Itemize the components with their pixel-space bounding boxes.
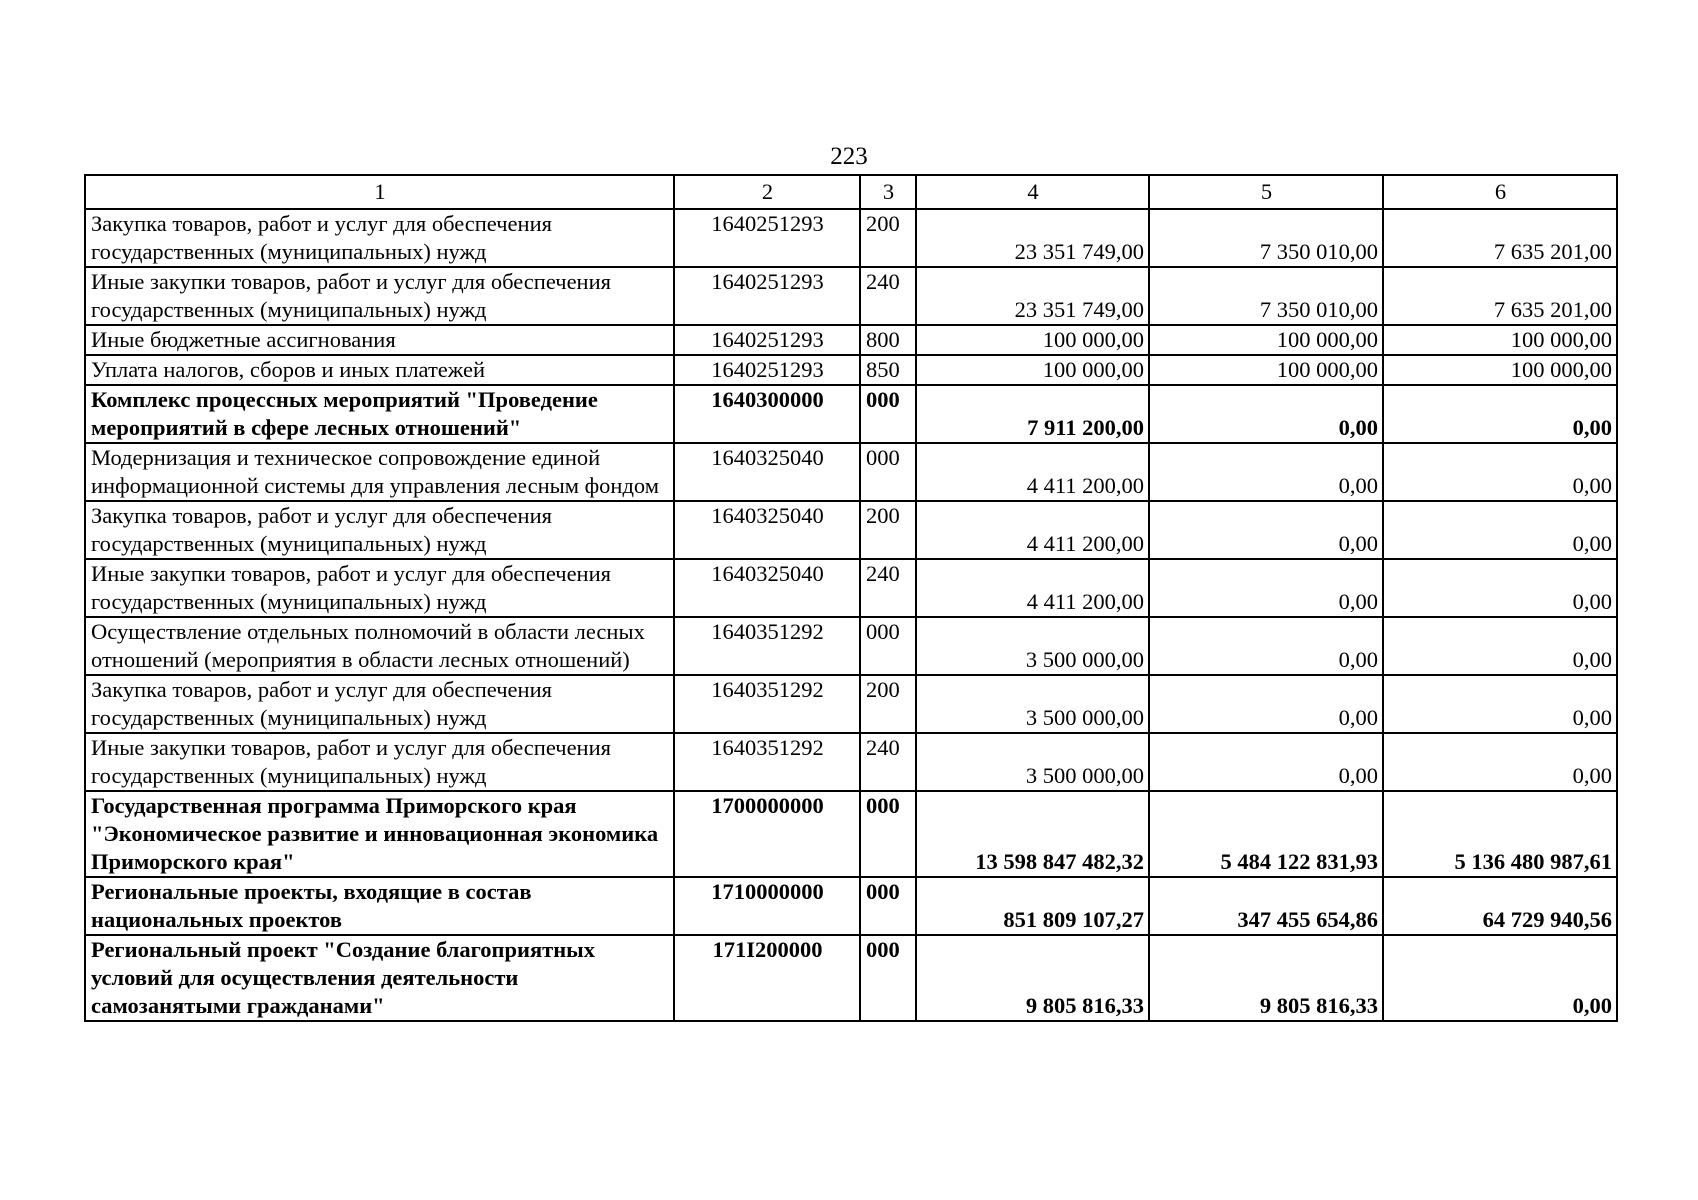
column-header: 2 <box>674 175 860 209</box>
row-type-cell: 240 <box>860 267 916 325</box>
row-value-col4: 3 500 000,00 <box>916 617 1149 675</box>
table-row <box>85 675 1617 733</box>
row-code-cell: 1640300000 <box>674 385 860 443</box>
row-type-cell: 000 <box>860 877 916 935</box>
row-value-col5: 0,00 <box>1149 675 1383 733</box>
row-value-col6: 0,00 <box>1383 385 1617 443</box>
row-code-cell: 1640251293 <box>674 325 860 355</box>
row-value-col6: 5 136 480 987,61 <box>1383 791 1617 877</box>
row-code-cell: 171I200000 <box>674 935 860 1021</box>
row-value-col4: 23 351 749,00 <box>916 209 1149 267</box>
row-type-cell: 200 <box>860 675 916 733</box>
row-value-col6: 0,00 <box>1383 501 1617 559</box>
row-value-col6: 100 000,00 <box>1383 325 1617 355</box>
row-value-col5: 7 350 010,00 <box>1149 267 1383 325</box>
row-value-col5: 347 455 654,86 <box>1149 877 1383 935</box>
row-type-cell: 850 <box>860 355 916 385</box>
table-row <box>85 443 1617 501</box>
row-value-col4: 4 411 200,00 <box>916 559 1149 617</box>
row-value-col4: 100 000,00 <box>916 325 1149 355</box>
row-value-col5: 0,00 <box>1149 443 1383 501</box>
row-name-cell: Закупка товаров, работ и услуг для обеспечения государственных (муниципальных) нужд <box>85 209 674 267</box>
row-type-cell: 200 <box>860 209 916 267</box>
table-row <box>85 501 1617 559</box>
row-value-col5: 0,00 <box>1149 733 1383 791</box>
row-value-col4: 3 500 000,00 <box>916 733 1149 791</box>
table-row <box>85 559 1617 617</box>
column-header: 5 <box>1149 175 1383 209</box>
row-type-cell: 000 <box>860 791 916 877</box>
row-value-col6: 7 635 201,00 <box>1383 209 1617 267</box>
row-name-cell: Комплекс процессных мероприятий "Проведение мероприятий в сфере лесных отношений" <box>85 385 674 443</box>
row-type-cell: 000 <box>860 617 916 675</box>
table-row <box>85 267 1617 325</box>
table-row <box>85 355 1617 385</box>
row-name-cell: Модернизация и техническое сопровождение единой информационной системы для управления лесным фондом <box>85 443 674 501</box>
row-value-col5: 7 350 010,00 <box>1149 209 1383 267</box>
row-code-cell: 1640351292 <box>674 617 860 675</box>
row-value-col4: 13 598 847 482,32 <box>916 791 1149 877</box>
row-value-col5: 9 805 816,33 <box>1149 935 1383 1021</box>
row-name-cell: Уплата налогов, сборов и иных платежей <box>85 355 674 385</box>
row-type-cell: 000 <box>860 443 916 501</box>
row-type-cell: 000 <box>860 385 916 443</box>
row-type-cell: 000 <box>860 935 916 1021</box>
row-value-col5: 0,00 <box>1149 617 1383 675</box>
row-code-cell: 1640251293 <box>674 355 860 385</box>
table-row <box>85 617 1617 675</box>
row-code-cell: 1640251293 <box>674 209 860 267</box>
row-value-col6: 100 000,00 <box>1383 355 1617 385</box>
row-name-cell: Государственная программа Приморского края "Экономическое развитие и инновационная экономика Приморского края" <box>85 791 674 877</box>
table-row <box>85 209 1617 267</box>
row-type-cell: 200 <box>860 501 916 559</box>
row-type-cell: 800 <box>860 325 916 355</box>
budget-table <box>84 174 1618 1022</box>
row-value-col4: 9 805 816,33 <box>916 935 1149 1021</box>
page-number: 223 <box>830 143 868 170</box>
row-name-cell: Региональные проекты, входящие в состав национальных проектов <box>85 877 674 935</box>
row-value-col6: 0,00 <box>1383 733 1617 791</box>
row-value-col5: 100 000,00 <box>1149 355 1383 385</box>
table-row <box>85 791 1617 877</box>
column-header: 6 <box>1383 175 1617 209</box>
row-name-cell: Осуществление отдельных полномочий в области лесных отношений (мероприятия в области лесных отношений) <box>85 617 674 675</box>
row-value-col4: 100 000,00 <box>916 355 1149 385</box>
table-row <box>85 877 1617 935</box>
row-name-cell: Иные закупки товаров, работ и услуг для обеспечения государственных (муниципальных) нужд <box>85 559 674 617</box>
table-row <box>85 733 1617 791</box>
row-value-col6: 0,00 <box>1383 935 1617 1021</box>
row-code-cell: 1640325040 <box>674 501 860 559</box>
row-value-col4: 4 411 200,00 <box>916 443 1149 501</box>
row-value-col5: 5 484 122 831,93 <box>1149 791 1383 877</box>
row-value-col4: 851 809 107,27 <box>916 877 1149 935</box>
row-code-cell: 1640325040 <box>674 443 860 501</box>
row-type-cell: 240 <box>860 559 916 617</box>
row-name-cell: Иные бюджетные ассигнования <box>85 325 674 355</box>
row-value-col6: 64 729 940,56 <box>1383 877 1617 935</box>
row-name-cell: Закупка товаров, работ и услуг для обеспечения государственных (муниципальных) нужд <box>85 501 674 559</box>
table-row <box>85 935 1617 1021</box>
table-header-row <box>85 175 1617 209</box>
column-header: 4 <box>916 175 1149 209</box>
row-value-col6: 0,00 <box>1383 675 1617 733</box>
row-name-cell: Иные закупки товаров, работ и услуг для обеспечения государственных (муниципальных) нужд <box>85 733 674 791</box>
row-value-col4: 7 911 200,00 <box>916 385 1149 443</box>
column-header: 1 <box>85 175 674 209</box>
row-value-col6: 0,00 <box>1383 617 1617 675</box>
row-name-cell: Региональный проект "Создание благоприятных условий для осуществления деятельности самозанятыми гражданами" <box>85 935 674 1021</box>
row-value-col5: 0,00 <box>1149 385 1383 443</box>
row-type-cell: 240 <box>860 733 916 791</box>
row-value-col4: 23 351 749,00 <box>916 267 1149 325</box>
row-name-cell: Иные закупки товаров, работ и услуг для обеспечения государственных (муниципальных) нужд <box>85 267 674 325</box>
row-name-cell: Закупка товаров, работ и услуг для обеспечения государственных (муниципальных) нужд <box>85 675 674 733</box>
row-code-cell: 1640351292 <box>674 733 860 791</box>
row-code-cell: 1640351292 <box>674 675 860 733</box>
row-code-cell: 1640251293 <box>674 267 860 325</box>
column-header: 3 <box>860 175 916 209</box>
row-value-col6: 0,00 <box>1383 443 1617 501</box>
row-value-col6: 7 635 201,00 <box>1383 267 1617 325</box>
row-value-col5: 0,00 <box>1149 501 1383 559</box>
row-code-cell: 1700000000 <box>674 791 860 877</box>
row-value-col4: 3 500 000,00 <box>916 675 1149 733</box>
row-code-cell: 1710000000 <box>674 877 860 935</box>
table-row <box>85 385 1617 443</box>
row-code-cell: 1640325040 <box>674 559 860 617</box>
row-value-col6: 0,00 <box>1383 559 1617 617</box>
row-value-col5: 0,00 <box>1149 559 1383 617</box>
row-value-col4: 4 411 200,00 <box>916 501 1149 559</box>
table-row <box>85 325 1617 355</box>
row-value-col5: 100 000,00 <box>1149 325 1383 355</box>
